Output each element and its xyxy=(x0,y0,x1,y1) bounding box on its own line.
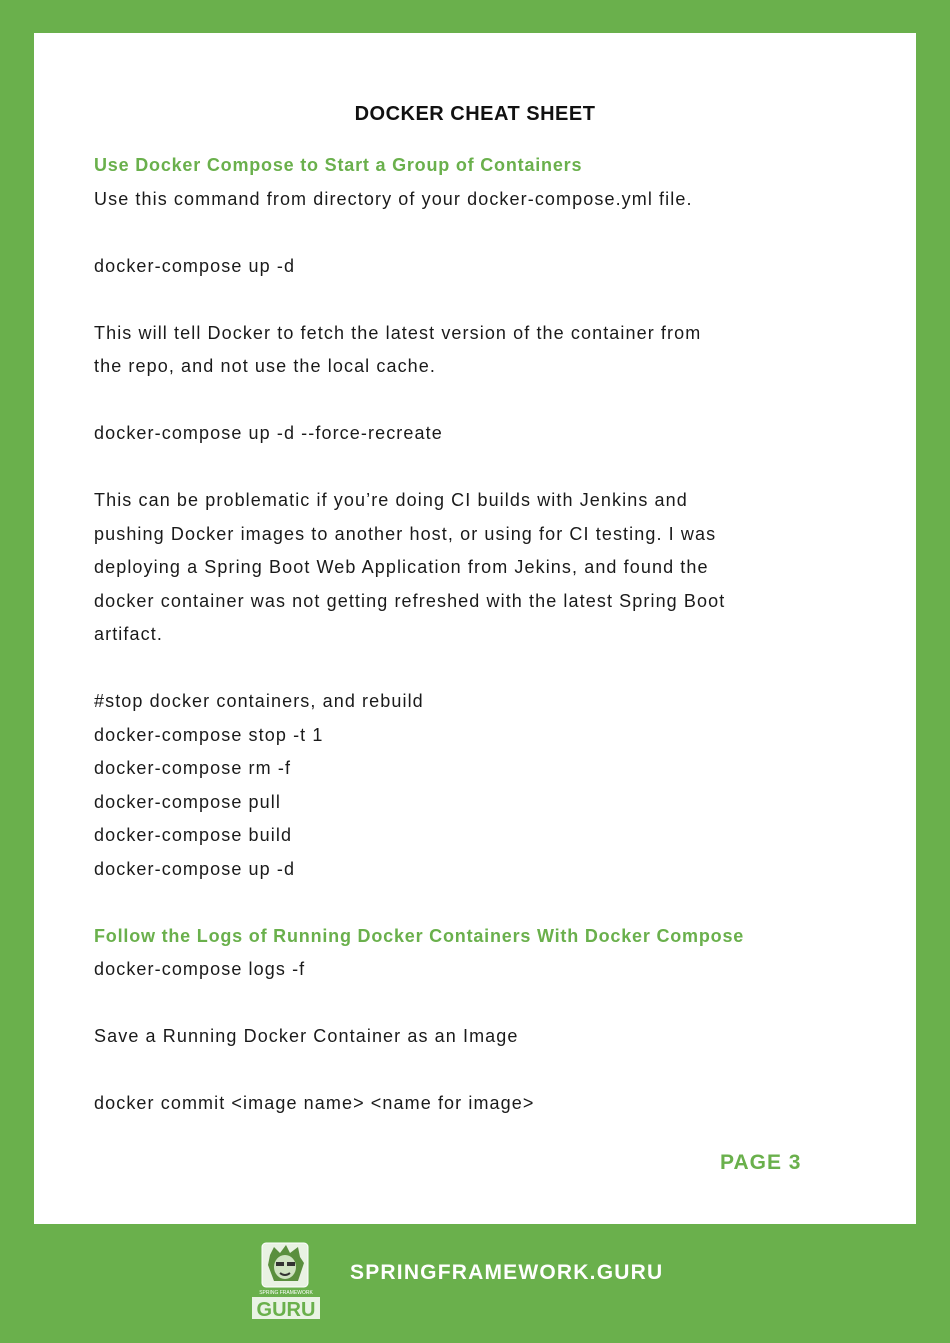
paragraph-line: artifact. xyxy=(94,624,163,644)
command-force-recreate: docker-compose up -d --force-recreate xyxy=(94,423,443,443)
command-commit: docker commit <image name> <name for image> xyxy=(94,1093,535,1113)
section-heading-logs: Follow the Logs of Running Docker Containers With Docker Compose xyxy=(94,925,745,946)
section-heading-compose: Use Docker Compose to Start a Group of Containers xyxy=(94,155,583,175)
command-pull: docker-compose pull xyxy=(94,791,281,812)
save-container-text: Save a Running Docker Container as an Image xyxy=(94,1026,519,1046)
command-stop: docker-compose stop -t 1 xyxy=(94,724,324,745)
page-title: DOCKER CHEAT SHEET xyxy=(354,103,596,125)
paragraph-line: docker container was not getting refreshed with the latest Spring Boot xyxy=(94,590,726,611)
command-compose-up: docker-compose up -d xyxy=(94,255,296,276)
explain-line-1: This will tell Docker to fetch the latest version of the container from xyxy=(94,322,702,343)
command-build: docker-compose build xyxy=(94,825,293,845)
explain-line-2: the repo, and not use the local cache. xyxy=(94,356,437,376)
command-rm: docker-compose rm -f xyxy=(94,758,292,778)
intro-text: Use this command from directory of your docker-compose.yml file. xyxy=(94,188,693,209)
logo-guru-text: GURU xyxy=(256,1299,316,1321)
footer xyxy=(0,1224,950,1343)
command-up-again: docker-compose up -d xyxy=(94,858,296,879)
page-number: PAGE 3 xyxy=(720,1151,802,1174)
guru-logo-icon xyxy=(250,1241,322,1321)
rebuild-comment: #stop docker containers, and rebuild xyxy=(94,691,424,711)
paragraph-line: deploying a Spring Boot Web Application from Jekins, and found the xyxy=(94,557,709,577)
paragraph-line: pushing Docker images to another host, or using for CI testing. I was xyxy=(94,523,717,544)
document-page xyxy=(34,33,916,1224)
paragraph-line: This can be problematic if you’re doing CI builds with Jenkins and xyxy=(94,490,688,510)
logo-small-text: SPRING FRAMEWORK xyxy=(259,1290,313,1296)
content-body xyxy=(94,149,874,1121)
guru-logo[interactable] xyxy=(250,1241,322,1321)
site-link[interactable]: SPRINGFRAMEWORK.GURU xyxy=(350,1261,664,1284)
command-logs: docker-compose logs -f xyxy=(94,959,306,979)
